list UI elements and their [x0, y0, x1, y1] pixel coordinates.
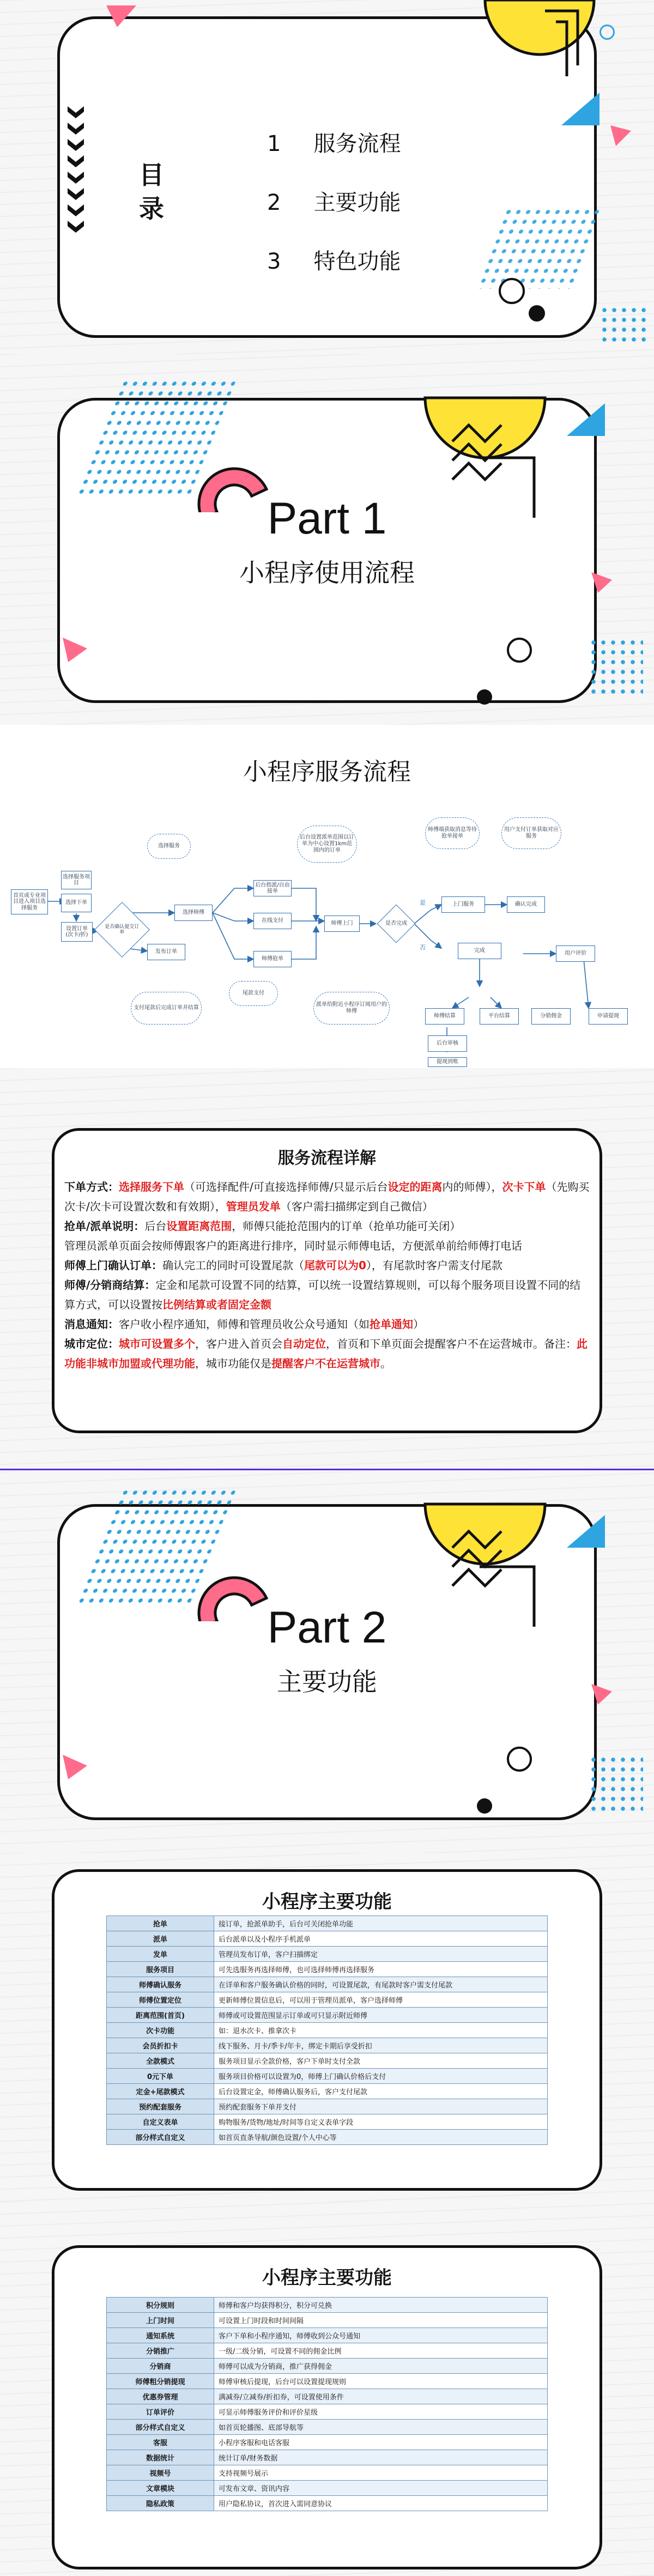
func2-table-wrap: [106, 2297, 548, 2511]
table-row: [107, 2099, 548, 2114]
feature-desc-cell: 满减券/立减券/折扣券，可设置使用条件: [214, 2389, 548, 2404]
feature-desc-cell: 师傅可以成为分销商，推广获得佣金: [214, 2359, 548, 2374]
table-row: [107, 2420, 548, 2435]
feature-desc-cell: 师傅和客户均获得积分，积分可兑换: [214, 2298, 548, 2313]
table-row: [107, 1947, 548, 1962]
feature-desc-cell: 如首页直条导航/颜色设置/个人中心等: [214, 2130, 548, 2145]
flow-note-2: 后台设置派单范围以订单为中心设置1km范围内的订单: [297, 826, 357, 863]
feature-name-cell: 师傅位置定位: [107, 1992, 214, 2008]
flow-note-5: 派单给附近小程序订阅用户的师傅: [313, 992, 390, 1025]
feature-name-cell: 预约配套服务: [107, 2099, 214, 2114]
feature-desc-cell: 可设置上门时段和时间间隔: [214, 2313, 548, 2328]
feature-name-cell: 优惠券管理: [107, 2389, 214, 2404]
feature-desc-cell: 预约配套服务下单并支付: [214, 2099, 548, 2114]
blue-triangle-icon: [567, 1515, 605, 1548]
label-text: 师傅上门确认订单：: [64, 1259, 162, 1272]
label-text: 师傅/分销商结算：: [64, 1278, 156, 1292]
feature-name-cell: 师傅确认服务: [107, 1977, 214, 1992]
toc-item-num: 1: [267, 131, 281, 156]
toc-item-2[interactable]: [267, 173, 401, 232]
flow-node-pay: 在线支付: [253, 913, 292, 929]
feature-name-cell: 师傅粗分销提现: [107, 2374, 214, 2389]
pink-triangle-icon: [63, 1755, 90, 1782]
feature-name-cell: 视频号: [107, 2465, 214, 2481]
body-text: （客户需扫描绑定到自己微信）: [280, 1200, 433, 1213]
flow-node-review: 后台审核: [428, 1035, 467, 1052]
part2-subtitle: 主要功能: [277, 1667, 377, 1696]
feature-name-cell: 订单评价: [107, 2404, 214, 2420]
highlight-text: 尾款可以为0: [304, 1259, 366, 1272]
flow-node-user-eval: 用户评价: [556, 945, 595, 962]
feature-desc-cell: 后台设置定金，师傅确认服务后，客户支付尾款: [214, 2084, 548, 2099]
flow-node-decide: 是否确认提交订单: [94, 902, 150, 957]
blue-triangle-icon: [561, 93, 600, 125]
part1-section: [0, 354, 654, 725]
flow-note-6: 支付尾款后完成订单并结算: [131, 992, 202, 1025]
part2-heading: Part 2: [267, 1603, 387, 1652]
highlight-text: 选择服务下单: [119, 1180, 184, 1193]
feature-desc-cell: 客户下单和小程序通知，师傅收到公众号通知: [214, 2328, 548, 2343]
feature-desc-cell: 管理员发布订单，客户扫描绑定: [214, 1947, 548, 1962]
feature-name-cell: 文章模块: [107, 2481, 214, 2496]
feature-name-cell: 抢单: [107, 1916, 214, 1931]
table-row: [107, 2038, 548, 2053]
table-row: [107, 2328, 548, 2343]
feature-name-cell: 积分规则: [107, 2298, 214, 2313]
body-text: ），有尾款时客户需支付尾款: [366, 1259, 502, 1272]
toc-item-label: 服务流程: [313, 131, 401, 156]
body-text: 确认完工的同时可设置尾款（: [162, 1259, 304, 1272]
feature-desc-cell: 购物服务/货物/地址/时间等自定义表单字段: [214, 2114, 548, 2130]
feature-name-cell: 派单: [107, 1931, 214, 1947]
detail-body: [64, 1177, 590, 1373]
feature-desc-cell: 更新师傅位置信息后，可以用于管理员派单，客户选择师傅: [214, 1992, 548, 2008]
dot-grid-decoration: [589, 1755, 643, 1815]
dot-grid-decoration: [589, 638, 643, 698]
body-text: （可选择配件/可直接选择师傅/只显示后台: [184, 1180, 388, 1193]
feature-desc-cell: 接订单，抢派单助手，后台可关闭抢单功能: [214, 1916, 548, 1931]
toc-title: [139, 158, 164, 226]
detail-paragraph: [64, 1216, 590, 1236]
feature-name-cell: 上门时间: [107, 2313, 214, 2328]
feature-name-cell: 定金+尾款模式: [107, 2084, 214, 2099]
toc-title-line1: 目: [139, 160, 164, 190]
highlight-text: 此功能非城市加盟或代理功能: [64, 1337, 588, 1370]
table-row: [107, 2008, 548, 2023]
flow-note-1: 选择服务: [147, 834, 191, 859]
func1-table-wrap: [106, 1916, 548, 2145]
feature-desc-cell: 可先选服务再选择师傅，也可选择师傅再选择服务: [214, 1962, 548, 1977]
body-text: ，首页和下单页面会提醒客户不在运营城市。备注：: [326, 1337, 577, 1350]
feature-desc-cell: 师傅或可设置范围显示订单或可只显示附近师傅: [214, 2008, 548, 2023]
table-row: [107, 2374, 548, 2389]
detail-paragraph: [64, 1256, 590, 1275]
table-row: [107, 2496, 548, 2511]
table-row: [107, 1931, 548, 1947]
table-row: [107, 2053, 548, 2069]
flow-node-grab-order: 师傅抢单: [253, 951, 292, 967]
feature-desc-cell: 线下服务、月卡/季卡/年卡，绑定卡期后享受折扣: [214, 2038, 548, 2053]
flow-node-select-master: 选择师傅: [174, 905, 213, 921]
part1-subtitle: 小程序使用流程: [239, 558, 415, 587]
feature-name-cell: 通知系统: [107, 2328, 214, 2343]
dot-grid-decoration: [600, 305, 649, 343]
table-row: [107, 2481, 548, 2496]
body-text: ）: [413, 1318, 424, 1331]
flow-node-master-settle: 师傅结算: [425, 1008, 464, 1025]
func2-table: [106, 2297, 548, 2511]
flow-note-7: 尾款支付: [229, 981, 278, 1006]
body-text: 定金和尾款可设置不同的结算，可以统一设置结算规则，可以每个服务项目设置不同的结算方式，可以设置按: [64, 1278, 581, 1311]
table-row: [107, 1962, 548, 1977]
flow-node-arrive: 上门服务: [441, 896, 485, 913]
feature-name-cell: 距离范围(首页): [107, 2008, 214, 2023]
highlight-text: 设定的距离: [387, 1180, 443, 1193]
toc-item-3[interactable]: [267, 232, 401, 291]
feature-name-cell: 部分样式自定义: [107, 2420, 214, 2435]
highlight-text: 自动定位: [282, 1337, 326, 1350]
circle-outline-icon: [507, 638, 532, 663]
flow-node-confirm-complete: 确认完成: [507, 896, 545, 913]
highlight-text: 管理员发单: [226, 1200, 281, 1213]
func2-section: [0, 2202, 654, 2576]
table-row: [107, 2114, 548, 2130]
table-row: [107, 2298, 548, 2313]
circle-filled-icon: [477, 1798, 492, 1814]
feature-desc-cell: 支持视频号展示: [214, 2465, 548, 2481]
table-row: [107, 1992, 548, 2008]
table-row: [107, 2313, 548, 2328]
table-row: [107, 2465, 548, 2481]
label-text: 抢单/派单说明：: [64, 1220, 145, 1233]
toc-title-line2: 录: [139, 194, 164, 224]
highlight-text: 比例结算或者固定金额: [162, 1298, 271, 1311]
body-text: 内的师傅），: [442, 1180, 502, 1193]
circle-filled-icon: [529, 305, 545, 322]
part1-heading: Part 1: [267, 494, 387, 543]
pink-triangle-icon: [63, 638, 90, 665]
flow-node-commission: 分销佣金: [531, 1008, 571, 1025]
feature-desc-cell: 一级/二级分销，可设置不同的佣金比例: [214, 2343, 548, 2359]
feature-desc-cell: 可发布文章、资讯内容: [214, 2481, 548, 2496]
pink-triangle-icon: [106, 5, 139, 33]
highlight-text: 设置距离范围: [166, 1220, 232, 1233]
toc-item-label: 特色功能: [313, 249, 401, 274]
flow-label-yes: 是: [420, 899, 426, 906]
label-text: 下单方式：: [64, 1180, 119, 1193]
table-row: [107, 2359, 548, 2374]
yellow-semicircle-icon: [480, 0, 600, 76]
flow-node-step2: 选择服务项目: [61, 871, 92, 889]
feature-desc-cell: 服务项目显示全款价格，客户下单时支付全款: [214, 2053, 548, 2069]
feature-name-cell: 0元下单: [107, 2069, 214, 2084]
feature-name-cell: 会员折扣卡: [107, 2038, 214, 2053]
flow-section: [0, 725, 654, 1068]
pink-triangle-icon: [610, 125, 632, 147]
table-row: [107, 2343, 548, 2359]
flow-node-assign-order: 后台指派/自由接单: [253, 880, 292, 896]
func1-title: 小程序主要功能: [262, 1891, 392, 1913]
func1-table: [106, 1916, 548, 2145]
feature-name-cell: 次卡功能: [107, 2023, 214, 2038]
body-text: 。: [380, 1357, 391, 1370]
detail-paragraph: [64, 1236, 590, 1256]
flow-note-4: 用户支付订单获取对应服务: [501, 817, 561, 849]
flow-node-complete: 完成: [458, 943, 501, 959]
flow-node-step3: 选择下单: [61, 894, 92, 912]
flow-note-3: 师傅端获取消息等待抢单接单: [425, 817, 480, 849]
table-row: [107, 2023, 548, 2038]
feature-desc-cell: 师傅审核后提现，后台可以设置提现规则: [214, 2374, 548, 2389]
highlight-text: 城市可设置多个: [119, 1337, 195, 1350]
table-row: [107, 2069, 548, 2084]
feature-desc-cell: 如：退水次卡、推拿次卡: [214, 2023, 548, 2038]
blue-triangle-icon: [567, 403, 605, 436]
feature-name-cell: 分销商: [107, 2359, 214, 2374]
body-text: 客户收小程序通知，师傅和管理员收公众号通知（如: [119, 1318, 370, 1331]
label-text: 消息通知：: [64, 1318, 119, 1331]
zigzag-decoration: [66, 106, 85, 270]
highlight-text: 抢单通知: [370, 1318, 413, 1331]
feature-name-cell: 隐私政策: [107, 2496, 214, 2511]
table-row: [107, 2404, 548, 2420]
flow-title: 小程序服务流程: [243, 758, 411, 786]
circle-filled-icon: [477, 689, 492, 705]
feature-name-cell: 服务项目: [107, 1962, 214, 1977]
body-text: ，城市功能仅是: [195, 1357, 271, 1370]
func2-title: 小程序主要功能: [262, 2267, 392, 2289]
feature-desc-cell: 服务项目价格可以设置为0，师傅上门确认价格后支付: [214, 2069, 548, 2084]
toc-item-label: 主要功能: [313, 190, 401, 215]
table-row: [107, 2084, 548, 2099]
feature-desc-cell: 后台派单以及小程序手机派单: [214, 1931, 548, 1947]
flow-node-platform-settle: 平台结算: [480, 1008, 519, 1025]
flow-node-step4: 设置订单(次卡/折): [61, 922, 93, 942]
body-text: 管理员派单页面会按师傅跟客户的距离进行排序，同时显示师傅电话，方便派单前给师傅打电话: [64, 1239, 522, 1252]
feature-name-cell: 数据统计: [107, 2450, 214, 2465]
func1-section: [0, 1853, 654, 2202]
flow-node-decide2: 是否完成: [377, 905, 416, 943]
highlight-text: 提醒客户不在运营城市: [271, 1357, 380, 1370]
feature-desc-cell: 用户隐私协议，首次进入需同意协议: [214, 2496, 548, 2511]
detail-paragraph: [64, 1314, 590, 1334]
circle-filled-icon: [600, 25, 615, 40]
flow-node-approved: 提现到账: [428, 1057, 467, 1067]
detail-section: [0, 1068, 654, 1471]
feature-desc-cell: 可显示师傅服务评价和评价星级: [214, 2404, 548, 2420]
feature-name-cell: 分销推广: [107, 2343, 214, 2359]
detail-paragraph: [64, 1334, 590, 1373]
toc-item-1[interactable]: [267, 114, 401, 173]
feature-desc-cell: 如首页轮播图、底部导航等: [214, 2420, 548, 2435]
part2-section: [0, 1471, 654, 1853]
body-text: ，客户进入首页会: [195, 1337, 282, 1350]
feature-name-cell: 发单: [107, 1947, 214, 1962]
feature-name-cell: 全款模式: [107, 2053, 214, 2069]
table-row: [107, 2130, 548, 2145]
circle-outline-icon: [499, 278, 525, 304]
label-text: 城市定位：: [64, 1337, 119, 1350]
purple-divider: [0, 1469, 654, 1470]
feature-desc-cell: 统计订单/财务数据: [214, 2450, 548, 2465]
feature-name-cell: 客服: [107, 2435, 214, 2450]
table-row: [107, 2389, 548, 2404]
detail-paragraph: [64, 1177, 590, 1216]
toc-list: [267, 114, 401, 291]
body-text: 后台: [144, 1220, 167, 1233]
toc-section: [0, 0, 654, 354]
table-row: [107, 1977, 548, 1992]
detail-title: 服务流程详解: [278, 1149, 376, 1168]
table-row: [107, 1916, 548, 1931]
feature-name-cell: 部分样式自定义: [107, 2130, 214, 2145]
feature-desc-cell: 在详单和客户服务确认价格的同时，可设置尾款，有尾款时客户需支付尾款: [214, 1977, 548, 1992]
feature-name-cell: 自定义表单: [107, 2114, 214, 2130]
body-text: （先购买次卡/次卡可设置次数和有效期），: [64, 1180, 590, 1213]
flow-node-withdraw: 申请提现: [589, 1008, 628, 1025]
table-row: [107, 2450, 548, 2465]
detail-paragraph: [64, 1275, 590, 1314]
feature-desc-cell: 小程序客服和电话客服: [214, 2435, 548, 2450]
toc-item-num: 2: [267, 190, 281, 215]
toc-item-num: 3: [267, 249, 281, 274]
flow-label-no: 否: [420, 944, 426, 951]
flow-node-master-visit: 师傅上门: [324, 916, 360, 932]
highlight-text: 次卡下单: [502, 1180, 546, 1193]
circle-outline-icon: [507, 1747, 532, 1772]
body-text: ，师傅只能抢范围内的订单（抢单功能可关闭）: [232, 1220, 461, 1233]
flow-node-start: 首页或专业项目进入项目选择服务: [11, 889, 48, 914]
flow-node-publish: 发布订单: [147, 944, 185, 960]
table-row: [107, 2435, 548, 2450]
